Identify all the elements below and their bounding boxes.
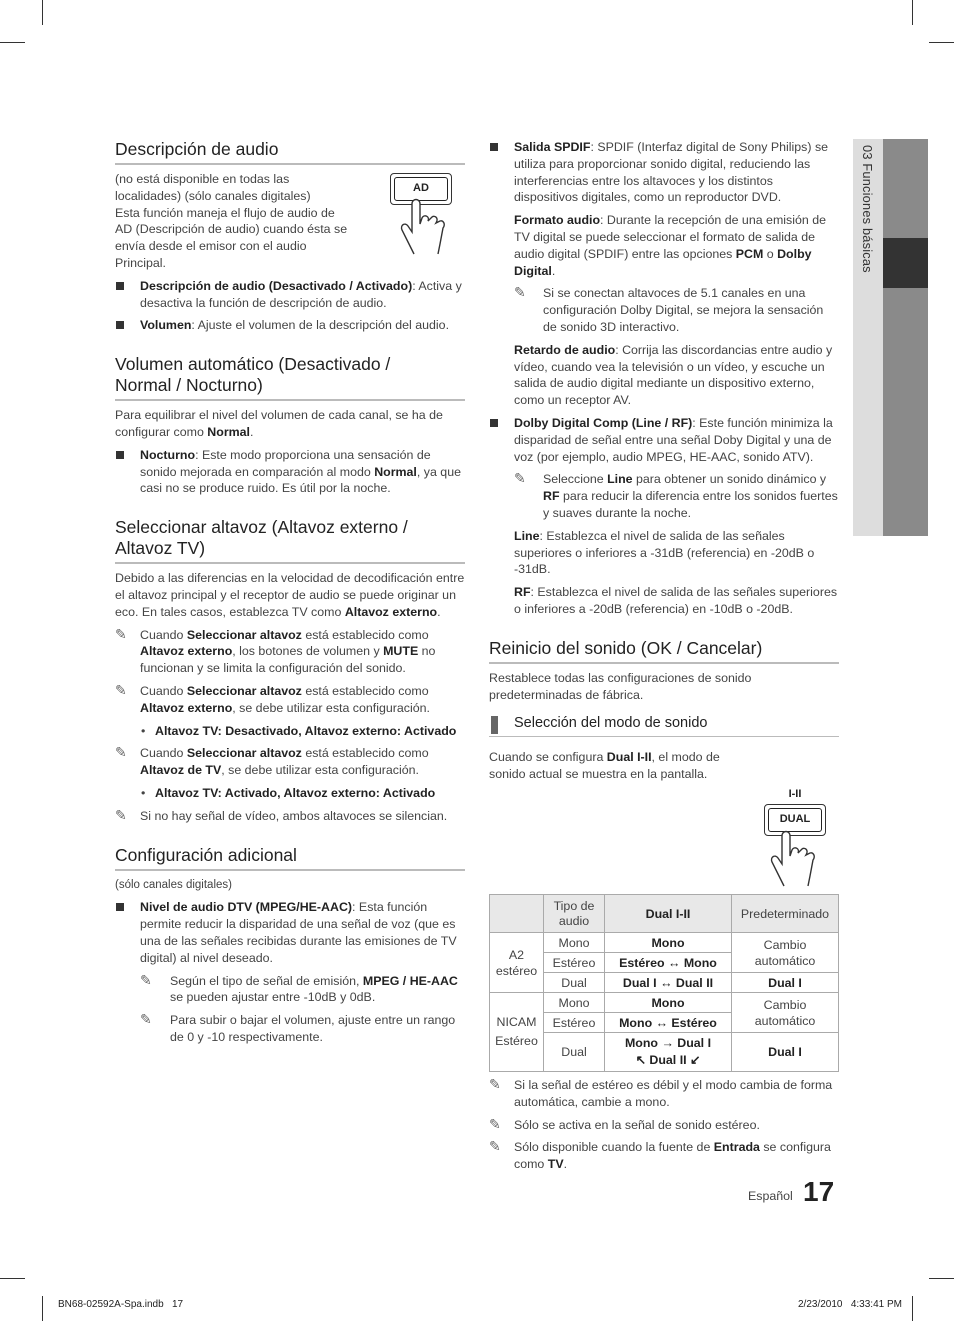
paragraph: Formato audio: Durante la recepción de una emisión de TV digital se puede seleccionar el formato de salida de audio digital (SPDIF) entre las opciones PCM o Dolby Digital. (514, 213, 826, 278)
table-cell: Cambio automático (732, 993, 839, 1033)
dual-top-label: I-II (788, 788, 802, 800)
table-cell: Dual I (732, 973, 839, 993)
crop-mark (929, 1278, 954, 1279)
pencil-icon: ✎ (140, 1011, 152, 1028)
crop-mark (42, 1296, 43, 1321)
sub-bullet-item: • Altavoz TV: Desactivado, Altavoz externo: Activado (115, 723, 465, 740)
table-cell: Mono ↔ Estéreo (605, 1013, 732, 1033)
pencil-icon: ✎ (514, 284, 526, 301)
table-cell: Estéreo ↔ Mono (605, 953, 732, 973)
table-cell: Mono (605, 933, 732, 953)
crop-mark (0, 42, 25, 43)
note-item: ✎ Sólo disponible cuando la fuente de Entrada se configura como TV. (489, 1138, 831, 1172)
table-cell: Dual (544, 1033, 605, 1072)
pointing-hand-icon (768, 826, 828, 888)
note-item: ✎ Sólo se activa en la señal de sonido estéreo. (489, 1115, 760, 1132)
table-cell: Estéreo (544, 1013, 605, 1033)
section-title-speaker-select: Seleccionar altavoz (Altavoz externo / Altavoz TV) (115, 517, 465, 564)
section-title-additional-config: Configuración adicional (115, 845, 465, 871)
crop-mark (912, 1296, 913, 1321)
language-label: Español (748, 1189, 793, 1203)
chapter-tab-band (883, 139, 928, 536)
note-item: ✎ Según el tipo de señal de emisión, MPEG / HE-AAC se pueden ajustar entre -10dB y 0dB. (140, 971, 458, 1005)
paragraph: (no está disponible en todas las localidades) (sólo canales digitales) (115, 172, 311, 203)
crop-mark (42, 0, 43, 25)
table-cell: Estéreo (544, 953, 605, 973)
sub-bullet-item: • Altavoz TV: Activado, Altavoz externo: Activado (115, 785, 465, 802)
note-item: ✎ Si la señal de estéreo es débil y el modo cambia de forma automática, cambie a mono. (489, 1076, 833, 1109)
paragraph: (sólo canales digitales) (115, 878, 232, 891)
footer-date: 2/23/2010 4:33:41 PM (798, 1299, 902, 1310)
note-item: ✎ Para subir o bajar el volumen, ajuste entre un rango de 0 y -10 respectivamente. (140, 1011, 456, 1044)
table-header: Tipo de audio (544, 895, 605, 933)
sound-mode-table (489, 894, 839, 1072)
table-cell: Cambio automático (732, 933, 839, 973)
pencil-icon: ✎ (115, 625, 127, 642)
bullet-item: Nocturno: Este modo proporciona una sensación de sonido mejorada en comparación al modo Normal, ya que casi no se produce ruido. Es útil por la noche. (115, 447, 465, 497)
pencil-icon: ✎ (115, 681, 127, 698)
pencil-icon: ✎ (115, 744, 127, 761)
note-item: ✎ Cuando Seleccionar altavoz está establecido como Altavoz externo, se debe utilizar esta configuración. (115, 681, 430, 715)
table-cell: Dual (544, 973, 605, 993)
table-cell: NICAM Estéreo (490, 993, 544, 1072)
crop-mark (912, 0, 913, 25)
paragraph: Restablece todas las configuraciones de sonido predeterminadas de fábrica. (489, 670, 752, 702)
table-cell: Mono (544, 993, 605, 1013)
note-item: ✎ Cuando Seleccionar altavoz está establecido como Altavoz de TV, se debe utilizar esta configuración. (115, 744, 429, 778)
pencil-icon: ✎ (115, 806, 127, 823)
pencil-icon: ✎ (489, 1076, 501, 1092)
bullet-item: Nivel de audio DTV (MPEG/HE-AAC): Esta función permite reducir la disparidad de una señal de voz (que es una de las señales recibidas durante las emisiones de TV digital) al nivel deseado. (115, 899, 465, 966)
table-notes (489, 1077, 839, 1173)
bullet-item: Salida SPDIF: SPDIF (Interfaz digital de Sony Philips) se utiliza para proporcionar sonido digital, reduciendo las interferencias entre los altavoces y los distintos dispositivos digitales, como un reproductor DVD. (489, 139, 839, 206)
table-cell: Mono (544, 933, 605, 953)
table-cell: Mono (605, 993, 732, 1013)
table-header-empty (490, 895, 544, 933)
crop-mark (929, 42, 954, 43)
remote-dual-illustration (762, 786, 828, 888)
pencil-icon: ✎ (489, 1115, 501, 1132)
pencil-icon: ✎ (489, 1138, 501, 1155)
right-column (489, 139, 839, 783)
bullet-item: Dolby Digital Comp (Line / RF): Este función minimiza la disparidad de señal entre una señal Doby Digital y una de voz (por ejemplo, audio MPEG, HE-AAC, sonido ATV). (489, 415, 839, 465)
dual-button-label: DUAL (768, 808, 822, 832)
paragraph: Retardo de audio: Corrija las discordancias entre audio y vídeo, cuando vea la televisión o un vídeo, y escuche un salida de audio digital mediante un dispositivo externo, como un receptor AV. (514, 342, 833, 408)
footer-file: BN68-02592A-Spa.indb 17 (58, 1299, 184, 1310)
table-cell: A2 estéreo (490, 933, 544, 993)
subhead-bar (491, 716, 498, 734)
ad-button-label: AD (394, 177, 448, 201)
paragraph: Cuando se configura Dual I-II, el modo de sonido actual se muestra en la pantalla. (489, 750, 720, 781)
note-item: ✎ Si se conectan altavoces de 5.1 canales en una configuración Dolby Digital, se mejora la sensación de sonido 3D interactivo. (514, 284, 824, 334)
chapter-tab-marker (883, 238, 928, 288)
pencil-icon: ✎ (514, 470, 526, 487)
note-item: ✎ Seleccione Line para obtener un sonido dinámico y RF para reducir la diferencia entre los sonidos fuertes y suaves durante la noche. (514, 470, 838, 520)
table-cell: Dual I ↔ Dual II (605, 973, 732, 993)
bullet-item: Descripción de audio (Desactivado / Activado): Activa y desactiva la función de descripción de audio. (115, 278, 465, 312)
paragraph: Para equilibrar el nivel del volumen de cada canal, se ha de configurar como Normal. (115, 408, 443, 439)
section-title-auto-volume: Volumen automático (Desactivado / Normal / Nocturno) (115, 354, 465, 401)
bullet-item: Volumen: Ajuste el volumen de la descripción del audio. (115, 317, 465, 334)
section-title-sound-reset: Reinicio del sonido (OK / Cancelar) (489, 638, 839, 664)
crop-mark (0, 1278, 25, 1279)
note-item: ✎ Si no hay señal de vídeo, ambos altavoces se silencian. (115, 806, 448, 823)
subsection-title-sound-mode: Selección del modo de sonido (489, 715, 839, 737)
section-title-audio-description: Descripción de audio (115, 139, 465, 165)
note-item: ✎ Cuando Seleccionar altavoz está establecido como Altavoz externo, los botones de volumen y MUTE no funcionan y se limita la configuración del sonido. (115, 625, 436, 676)
paragraph: RF: Establezca el nivel de salida de las señales superiores o inferiores a -20dB (referencia) en -10dB o -20dB. (514, 585, 838, 616)
table-header: Predeterminado (732, 895, 839, 933)
chapter-label: 03 Funciones básicas (860, 145, 875, 273)
paragraph: Line: Establezca el nivel de salida de las señales superiores o inferiores a -31dB (referencia) en -20dB o -31dB. (514, 528, 815, 577)
page-number: 17 (803, 1176, 835, 1207)
paragraph: Debido a las diferencias en la velocidad de decodificación entre el altavoz principal y el receptor de audio se puede originar un eco. En tales casos, establezca TV como Altavoz externo. (115, 571, 465, 619)
pencil-icon: ✎ (140, 971, 152, 988)
left-column (115, 139, 465, 1046)
table-header: Dual I-II (605, 895, 732, 933)
table-cell: Dual I (732, 1033, 839, 1072)
table-cell: Mono → Dual I ↖ Dual II ↙ (605, 1033, 732, 1072)
paragraph: Esta función maneja el flujo de audio de AD (Descripción de audio) cuando ésta se envía desde el emisor con el audio Principal. (115, 205, 348, 270)
